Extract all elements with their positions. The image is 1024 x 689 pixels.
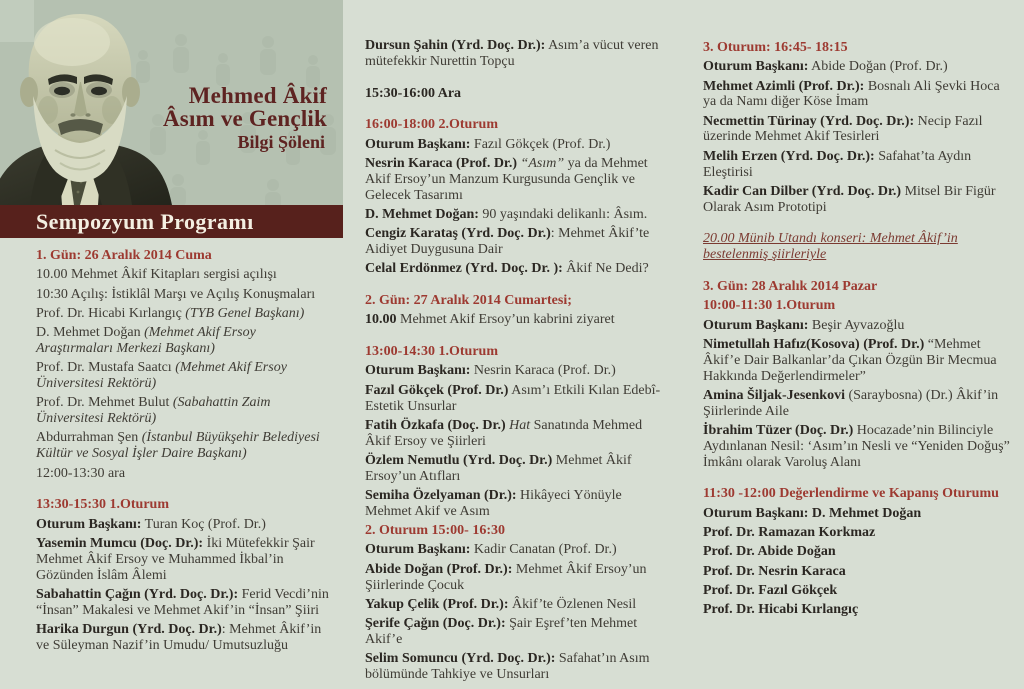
program-item: [365, 156, 664, 203]
text-run: 10.00: [365, 312, 397, 328]
text-run: Oturum Başkanı:: [703, 59, 809, 75]
program-item: [36, 587, 336, 619]
program-item: [36, 430, 336, 462]
program-item: [36, 287, 336, 303]
text-run: Dursun Şahin (Yrd. Doç. Dr.):: [365, 38, 546, 53]
text-run: : Mehmet Âkif’te Aidiyet Duygusuna Dair: [365, 226, 650, 257]
text-run: İbrahim Tüzer (Doç. Dr.): [703, 422, 854, 438]
program-item: [365, 86, 664, 102]
text-run: Safahat’ta Aydın Eleştirisi: [703, 148, 972, 180]
text-run: Fazıl Gökçek (Prof. Dr.): [470, 136, 611, 152]
text-run: Beşir Ayvazoğlu: [808, 317, 905, 333]
concert-note: [703, 231, 1016, 263]
session-heading: 13:00-14:30 1.Oturum: [365, 344, 498, 360]
text-run: Oturum Başkanı:: [36, 516, 142, 532]
program-item: [36, 306, 336, 322]
program-item: [365, 363, 664, 379]
program-item: [703, 525, 1016, 541]
text-run: Prof. Dr. Abide Doğan: [703, 544, 836, 560]
program-item: [703, 564, 1016, 580]
text-run: : Mehmet Âkif’in ve Süleyman Nazif’in Umudu/ Umutsuzluğu: [36, 621, 322, 653]
text-run: Nesrin Karaca (Prof. Dr.): [470, 363, 616, 379]
text-run: Celal Erdönmez (Yrd. Doç. Dr. ):: [365, 261, 563, 277]
text-run: Prof. Dr. Ramazan Korkmaz: [703, 524, 876, 540]
program-item: [703, 59, 1016, 75]
program-item: [703, 544, 1016, 560]
text-run: Harika Durgun (Yrd. Doç. Dr.): [36, 621, 222, 637]
text-run: Mitsel Bir Figür Olarak Asım Prototipi: [703, 183, 996, 215]
text-run: “Asım”: [520, 155, 565, 171]
text-run: Sabahattin Çağın (Yrd. Doç. Dr.):: [36, 586, 239, 602]
program-item: [703, 583, 1016, 599]
text-run: Sanatında Mehmed Âkif Ersoy ve Şiirleri: [365, 417, 643, 449]
program-item: [703, 318, 1016, 334]
text-run: 20.00 Münib Utandı konseri: Mehmet Âkif’in bestelenmiş şiirleriyle: [703, 231, 958, 263]
text-run: Fatih Özkafa (Doç. Dr.): [365, 417, 510, 433]
text-run: Semiha Özelyaman (Dr.):: [365, 488, 517, 504]
text-run: Prof. Dr. Mustafa Saatcı: [36, 360, 176, 376]
text-run: 10.00 Mehmet Âkif Kitapları sergisi açılışı: [36, 267, 277, 283]
program-item: [365, 651, 664, 683]
text-run: (Mehmet Akif Ersoy Üniversitesi Rektörü): [36, 360, 287, 392]
session-heading: 1. Gün: 26 Aralık 2014 Cuma: [36, 248, 212, 263]
text-run: (Sabahattin Zaim Üniversitesi Rektörü): [36, 395, 271, 427]
text-run: Hikâyeci Yönüyle Mehmet Akif ve Asım: [365, 488, 622, 519]
text-run: Prof. Dr. Fazıl Gökçek: [703, 582, 838, 598]
text-run: Prof. Dr. Hicabi Kırlangıç: [703, 602, 859, 618]
text-run: Mehmet Akif Ersoy’un kabrini ziyaret: [396, 312, 615, 328]
text-run: Prof. Dr. Mehmet Bulut: [36, 395, 173, 411]
text-run: Asım’ı Etkili Kılan Edebî-Estetik Unsurlar: [365, 382, 661, 414]
text-run: Mehmet Âkif Ersoy’un Şiirlerinde Çocuk: [365, 561, 647, 593]
program-item: [365, 453, 664, 485]
text-run: Nesrin Karaca (Prof. Dr.): [365, 155, 521, 171]
program-item: [365, 616, 664, 648]
text-run: Abide Doğan (Prof. Dr.): [808, 59, 948, 75]
text-run: D. Mehmet Doğan:: [365, 206, 479, 222]
text-run: Fazıl Gökçek (Prof. Dr.): [365, 382, 509, 398]
program-band-title: Sempozyum Programı: [36, 209, 254, 234]
text-run: ya da Mehmet Akif Ersoy’un Manzum Kurgusunda Gençlik ve Gelecek Tasarımı: [365, 155, 648, 203]
program-item: [703, 602, 1016, 618]
text-run: Necmettin Türinay (Yrd. Doç. Dr.):: [703, 113, 915, 129]
session-heading: 11:30 -12:00 Değerlendirme ve Kapanış Oturumu: [703, 486, 999, 502]
text-run: Oturum Başkanı:: [365, 542, 471, 558]
session-heading: 10:00-11:30 1.Oturum: [703, 298, 836, 314]
program-column-middle: [365, 38, 664, 686]
program-item: [365, 226, 664, 258]
text-run: Mehmet Azimli (Prof. Dr.):: [703, 78, 865, 94]
program-item: [365, 542, 664, 558]
program-item: [36, 517, 336, 533]
program-item: [36, 395, 336, 427]
text-run: Oturum Başkanı:: [365, 136, 471, 152]
program-item: [703, 337, 1016, 384]
text-run: (İstanbul Büyükşehir Belediyesi Kültür ve Sosyal İşler Daire Başkanı): [36, 430, 320, 462]
program-item: [365, 137, 664, 153]
text-run: Oturum Başkanı:: [703, 317, 809, 333]
text-run: Hocazade’nin Bilinciyle Aydınlanan Nesil: ‘Asım’ın Nesli ve “Yeniden Doğuş” İmkânı olarak Varoluş Alanı: [703, 422, 1010, 470]
program-item: [365, 207, 664, 223]
text-run: Hat: [509, 417, 531, 433]
event-title-line1: Mehmed Âkif: [188, 83, 327, 108]
event-title: [163, 84, 327, 153]
text-run: Mehmet Âkif Ersoy’un Atıfları: [365, 452, 632, 484]
text-run: Selim Somuncu (Yrd. Doç. Dr.):: [365, 651, 556, 667]
program-item: [36, 360, 336, 392]
program-item: [703, 506, 1016, 522]
text-run: Şair Eşref’ten Mehmet Akif’e: [365, 616, 638, 647]
text-run: Nimetullah Hafız(Kosova) (Prof. Dr.): [703, 336, 925, 352]
text-run: Kadir Can Dilber (Yrd. Doç. Dr.): [703, 183, 902, 199]
text-run: Yakup Çelik (Prof. Dr.):: [365, 596, 509, 612]
program-item: [365, 418, 664, 450]
program-item: [36, 325, 336, 357]
text-run: Bosnalı Ali Şevki Hoca ya da Namı diğer Köse İmam: [703, 78, 1000, 110]
program-item: [36, 267, 336, 283]
text-run: Turan Koç (Prof. Dr.): [141, 516, 266, 532]
session-heading: 2. Oturum 15:00- 16:30: [365, 523, 505, 539]
text-run: Abdurrahman Şen: [36, 430, 142, 446]
program-item: [703, 388, 1016, 420]
text-run: (Mehmet Akif Ersoy Araştırmaları Merkezi Başkanı): [36, 325, 256, 356]
text-run: Kadir Canatan (Prof. Dr.): [470, 542, 617, 558]
event-title-line2: Âsım ve Gençlik: [163, 106, 327, 131]
program-column-left: [36, 248, 336, 657]
text-run: Cengiz Karataş (Yrd. Doç. Dr.): [365, 226, 551, 242]
text-run: (TYB Genel Başkanı): [185, 305, 305, 321]
program-item: [365, 488, 664, 520]
program-item: [36, 536, 336, 583]
session-heading: 3. Oturum: 16:45- 18:15: [703, 40, 848, 55]
text-run: İki Mütefekkir Şair Mehmet Âkif Ersoy ve Muhammed İkbal’in Gözünden İslâm Âlemi: [36, 535, 315, 583]
text-run: Abide Doğan (Prof. Dr.):: [365, 561, 513, 577]
text-run: Melih Erzen (Yrd. Doç. Dr.):: [703, 148, 875, 164]
text-run: Özlem Nemutlu (Yrd. Doç. Dr.): [365, 452, 553, 468]
program-item: [365, 562, 664, 594]
text-run: Ferid Vecdi’nin “İnsan” Makalesi ve Mehmet Akif’in “İnsan” Şiiri: [36, 586, 329, 618]
program-band: [0, 205, 343, 238]
text-run: 12:00-13:30 ara: [36, 465, 126, 481]
text-run: Prof. Dr. Nesrin Karaca: [703, 563, 846, 579]
text-run: Âkif’te Özlenen Nesil: [508, 596, 637, 612]
text-run: Oturum Başkanı:: [365, 363, 471, 379]
text-run: 90 yaşındaki delikanlı: Âsım.: [478, 206, 648, 222]
program-item: [36, 622, 336, 654]
text-run: Prof. Dr. Hicabi Kırlangıç: [36, 305, 186, 321]
text-run: Asım’a vücut veren mütefekkir Nurettin Topçu: [365, 38, 659, 69]
program-item: [703, 423, 1016, 470]
text-run: D. Mehmet Doğan: [36, 325, 145, 341]
text-run: Necip Fazıl üzerinde Mehmet Akif Tesirleri: [703, 113, 983, 145]
program-item: [703, 114, 1016, 146]
session-heading: 16:00-18:00 2.Oturum: [365, 117, 498, 133]
text-run: 15:30-16:00 Ara: [365, 85, 462, 101]
program-item: [703, 149, 1016, 181]
session-heading: 3. Gün: 28 Aralık 2014 Pazar: [703, 279, 878, 295]
session-heading: 13:30-15:30 1.Oturum: [36, 497, 169, 513]
text-run: “Mehmet Âkif’e Dair Balkanlar’da Çıkan Özgün Bir Mecmua Hakkında Değerlendirmeler”: [703, 336, 997, 384]
program-item: [703, 184, 1016, 216]
text-run: Şerife Çağın (Doç. Dr.):: [365, 616, 506, 632]
header-panel: [0, 0, 343, 205]
program-item: [365, 597, 664, 613]
text-run: Âkif Ne Dedi?: [562, 261, 649, 277]
program-item: [365, 38, 664, 70]
session-heading: 2. Gün: 27 Aralık 2014 Cumartesi;: [365, 293, 572, 309]
program-item: [36, 466, 336, 482]
program-item: [365, 383, 664, 415]
program-item: [365, 261, 664, 277]
text-run: Amina Šiljak-Jesenkovi: [703, 387, 845, 403]
text-run: Oturum Başkanı: D. Mehmet Doğan: [703, 505, 922, 521]
text-run: (Saraybosna) (Dr.) Âkif’in Şiirlerinde Aile: [703, 387, 999, 419]
program-item: [365, 312, 664, 328]
event-title-line3: Bilgi Şöleni: [237, 132, 325, 152]
text-run: Yasemin Mumcu (Doç. Dr.):: [36, 535, 204, 551]
text-run: Safahat’ın Asım bölümünde Tahkiye ve Unsurları: [365, 651, 650, 682]
text-run: 10:30 Açılış: İstiklâl Marşı ve Açılış Konuşmaları: [36, 286, 316, 302]
program-column-right: [703, 40, 1016, 621]
program-item: [703, 79, 1016, 111]
